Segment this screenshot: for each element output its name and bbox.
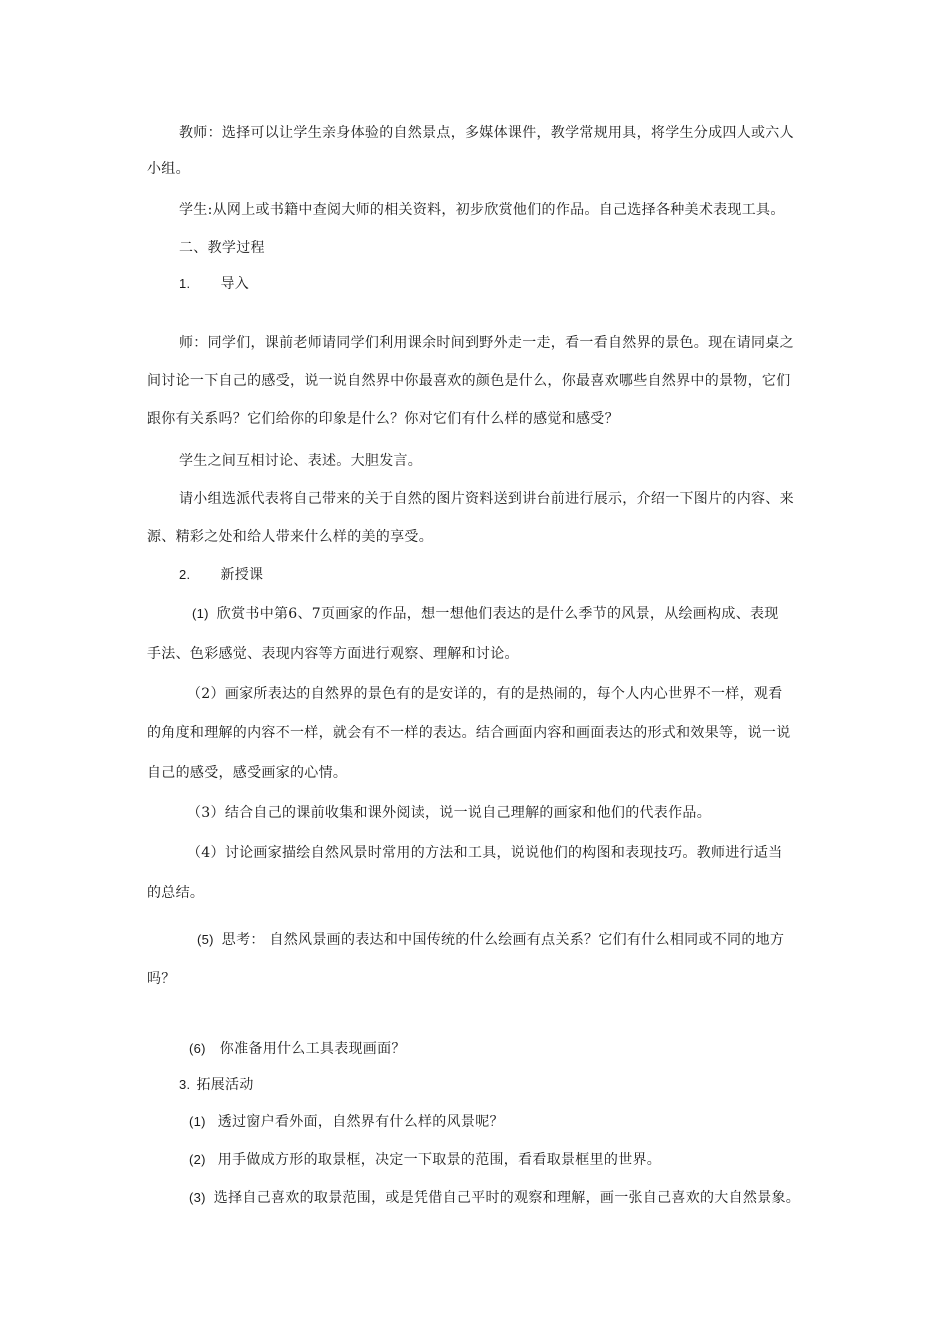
item-2-text: 画家所表达的自然界的景色有的是安详的，有的是热闹的，每个人内心世界不一样，观看 (224, 686, 783, 702)
item-1-text: 欣赏书中第6、7页画家的作品，想一想他们表达的是什么季节的风景，从绘画构成、表现 (216, 606, 779, 622)
step-3-title: 拓展活动 (196, 1077, 254, 1093)
extension-2-number: (2) (189, 1152, 206, 1167)
prep-teacher-line-2: 小组。 (147, 161, 190, 177)
item-3-line-1 (187, 804, 711, 822)
item-2-line-2: 的角度和理解的内容不一样，就会有不一样的表达。结合画面内容和画面表达的形式和效果等，说一说 (147, 725, 791, 741)
item-4-text: 讨论画家描绘自然风景时常用的方法和工具，说说他们的构图和表现技巧。教师进行适当 (224, 845, 783, 861)
step-1-number: 1. (179, 276, 191, 291)
step-2-number: 2. (179, 567, 191, 582)
item-4-number: （4） (187, 845, 225, 861)
step-2-title: 新授课 (220, 567, 264, 583)
step-3-number: 3. (179, 1077, 191, 1092)
step-1-heading (179, 275, 249, 293)
item-3-number: （3） (187, 805, 225, 821)
extension-item-2 (189, 1151, 661, 1169)
prep-student-line: 学生:从网上或书籍中查阅大师的相关资料，初步欣赏他们的作品。自己选择各种美术表现工具。 (179, 202, 785, 218)
item-5-line-2: 吗？ (147, 971, 176, 987)
item-4-line-2: 的总结。 (147, 885, 205, 901)
step-2-heading (179, 566, 263, 584)
item-1-number: (1) (192, 606, 209, 621)
extension-2-text: 用手做成方形的取景框，决定一下取景的范围，看看取景框里的世界。 (217, 1152, 662, 1168)
item-1-line-2: 手法、色彩感觉、表现内容等方面进行观察、理解和讨论。 (147, 646, 519, 662)
item-4-line-1 (187, 844, 783, 862)
step-3-heading (179, 1076, 254, 1094)
item-5-text: 思考： 自然风景画的表达和中国传统的什么绘画有点关系？它们有什么相同或不同的地方 (221, 932, 785, 948)
extension-3-text: 选择自己喜欢的取景范围，或是凭借自己平时的观察和理解，画一张自己喜欢的大自然景象。 (213, 1190, 801, 1206)
section-2-heading: 二、教学过程 (179, 240, 265, 256)
extension-item-1 (189, 1113, 504, 1131)
extension-1-number: (1) (189, 1114, 206, 1129)
item-5-number: (5) (197, 932, 214, 947)
discussion-line: 学生之间互相讨论、表述。大胆发言。 (179, 453, 423, 469)
item-1-line-1 (192, 605, 779, 623)
extension-3-number: (3) (189, 1190, 206, 1205)
extension-item-3 (189, 1189, 800, 1207)
item-6-line-1 (189, 1040, 406, 1058)
item-6-number: (6) (189, 1041, 206, 1056)
prep-teacher-line-1: 教师：选择可以让学生亲身体验的自然景点，多媒体课件，教学常规用具，将学生分成四人或六人 (179, 125, 794, 141)
group-line-1: 请小组选派代表将自己带来的关于自然的图片资料送到讲台前进行展示，介绍一下图片的内容、来 (179, 491, 794, 507)
item-6-text: 你准备用什么工具表现画面？ (219, 1041, 406, 1057)
intro-line-1: 师：同学们，课前老师请同学们利用课余时间到野外走一走，看一看自然界的景色。现在请同桌之 (179, 335, 794, 351)
item-2-line-1 (187, 685, 783, 703)
item-2-line-3: 自己的感受，感受画家的心情。 (147, 765, 348, 781)
group-line-2: 源、精彩之处和给人带来什么样的美的享受。 (147, 529, 433, 545)
item-2-number: （2） (187, 686, 225, 702)
step-1-title: 导入 (220, 276, 250, 292)
item-3-text: 结合自己的课前收集和课外阅读，说一说自己理解的画家和他们的代表作品。 (224, 805, 712, 821)
item-5-line-1 (197, 931, 784, 949)
intro-line-3: 跟你有关系吗？它们给你的印象是什么？你对它们有什么样的感觉和感受？ (147, 411, 619, 427)
intro-line-2: 间讨论一下自己的感受，说一说自然界中你最喜欢的颜色是什么，你最喜欢哪些自然界中的景物，它们 (147, 373, 791, 389)
extension-1-text: 透过窗户看外面，自然界有什么样的风景呢？ (217, 1114, 504, 1130)
